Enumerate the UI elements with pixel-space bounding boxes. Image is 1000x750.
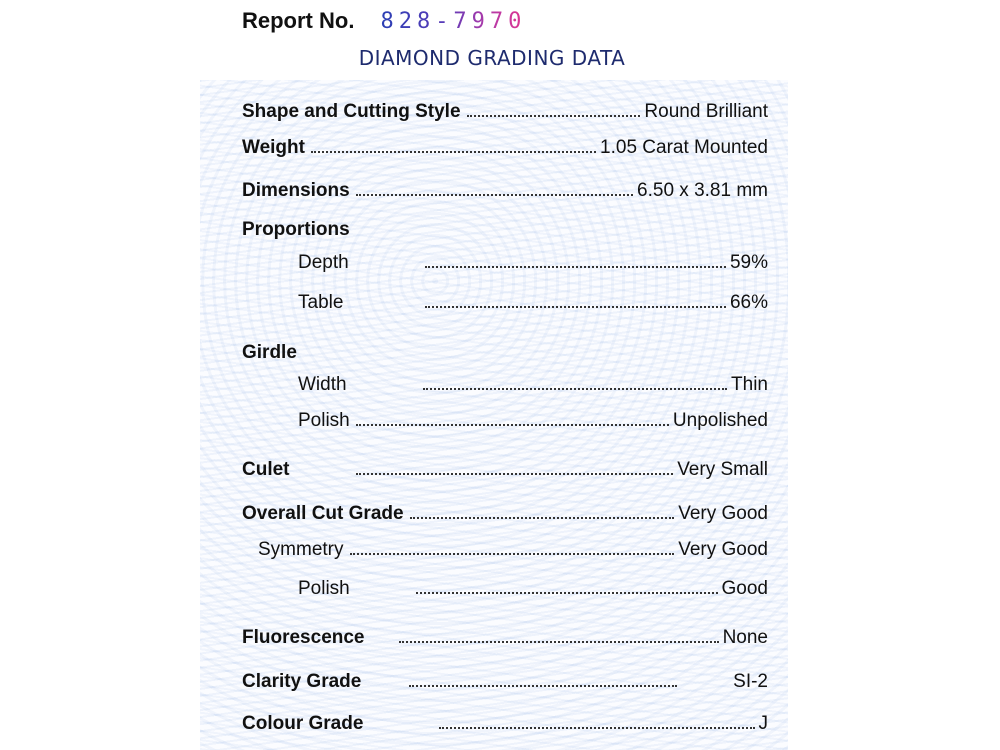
leader-dots [409,685,677,687]
leader-dots [467,115,641,117]
girdle-width-row [298,370,768,396]
leader-dots [425,306,726,308]
girdle-width-value: Thin [731,374,768,395]
colour-label: Colour Grade [242,713,364,734]
leader-dots [356,194,633,196]
cut-polish-value: Good [721,578,768,599]
table-label: Table [298,292,344,313]
girdle-polish-label: Polish [298,410,350,431]
weight-label: Weight [242,137,305,158]
symmetry-value: Very Good [678,539,768,560]
symmetry-row [258,535,768,561]
girdle-polish-row [298,406,768,432]
leader-dots [399,641,719,643]
shape-label: Shape and Cutting Style [242,101,461,122]
clarity-row [242,667,768,693]
leader-dots [410,517,675,519]
symmetry-label: Symmetry [258,539,344,560]
leader-dots [356,473,674,475]
leader-dots [423,388,727,390]
report-label: Report No. [242,8,355,33]
cut-grade-label: Overall Cut Grade [242,503,404,524]
dimensions-row [242,176,768,202]
clarity-value: SI-2 [733,671,768,692]
depth-row [298,248,768,274]
fluorescence-label: Fluorescence [242,627,365,648]
clarity-label: Clarity Grade [242,671,362,692]
leader-dots [350,553,675,555]
report-number: 828-7970 [380,9,527,34]
colour-value: J [758,713,768,734]
document-title: DIAMOND GRADING DATA [358,46,626,70]
leader-dots [416,592,718,594]
table-row [298,288,768,314]
report-number-line [242,8,526,34]
dimensions-value: 6.50 x 3.81 mm [637,180,768,201]
depth-label: Depth [298,252,349,273]
leader-dots [425,266,726,268]
colour-row [242,709,768,735]
leader-dots [311,151,596,153]
shape-row [242,97,768,123]
cut-polish-label: Polish [298,578,350,599]
weight-row [242,133,768,159]
shape-value: Round Brilliant [644,101,768,122]
weight-value: 1.05 Carat Mounted [600,137,768,158]
table-value: 66% [729,292,768,313]
leader-dots [356,424,669,426]
dimensions-label: Dimensions [242,180,350,201]
girdle-width-label: Width [298,374,347,395]
girdle-heading: Girdle [242,342,297,363]
fluorescence-value: None [722,627,768,648]
proportions-heading: Proportions [242,219,350,240]
leader-dots [439,727,754,729]
cut-polish-row [298,574,768,600]
girdle-polish-value: Unpolished [672,410,768,431]
cut-grade-value: Very Good [678,503,768,524]
culet-value: Very Small [677,459,768,480]
depth-value: 59% [729,252,768,273]
cut-grade-row [242,499,768,525]
culet-row [242,455,768,481]
culet-label: Culet [242,459,290,480]
fluorescence-row [242,623,768,649]
